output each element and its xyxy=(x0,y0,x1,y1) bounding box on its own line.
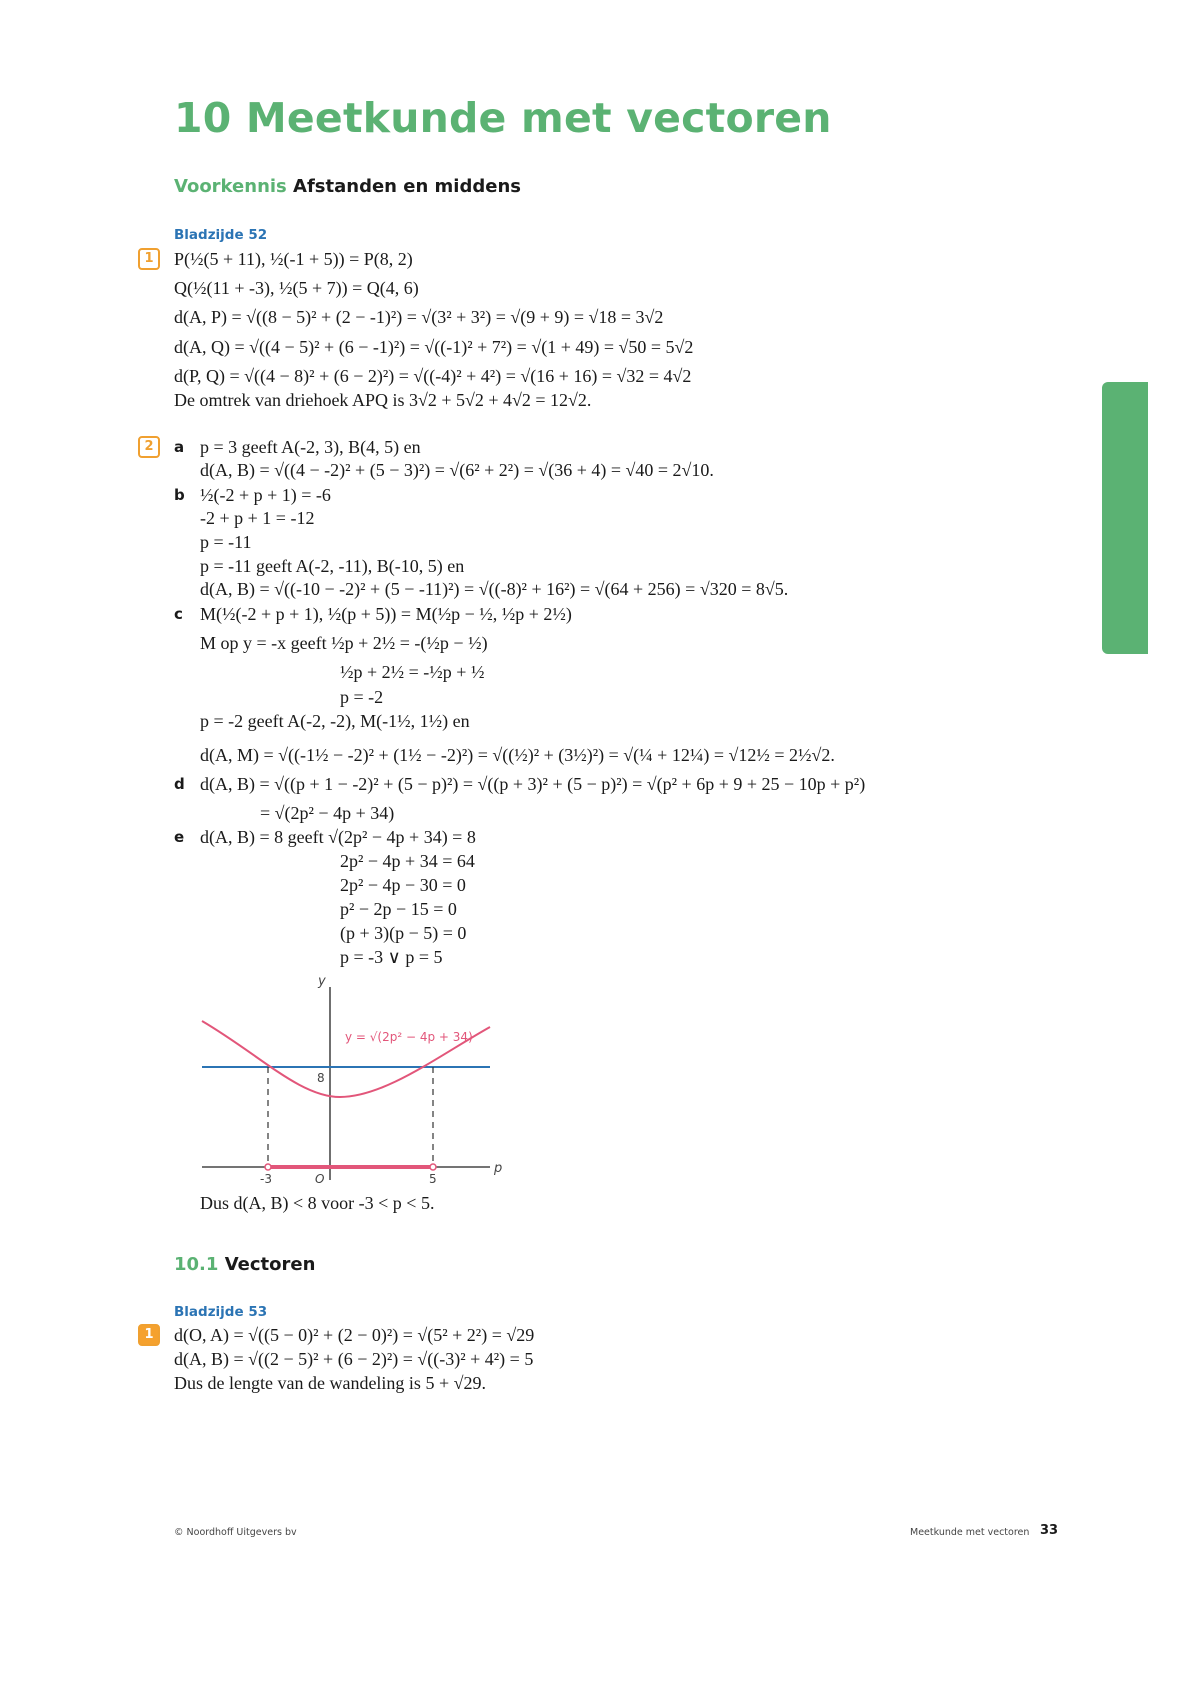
ex1-line: d(A, P) = √((8 − 5)² + (2 − -1)²) = √(3² + 3²) = √(9 + 9) = √18 = 3√2 xyxy=(174,307,664,327)
exercise-2-badge: 2 xyxy=(138,436,160,458)
page-reference-52: Bladzijde 52 xyxy=(174,227,268,243)
ex1-line: Q(½(11 + -3), ½(5 + 7)) = Q(4, 6) xyxy=(174,278,419,298)
ex2e-line: p² − 2p − 15 = 0 xyxy=(340,899,457,919)
ex3-line: Dus de lengte van de wandeling is 5 + √29. xyxy=(174,1373,486,1393)
tick-label-left: -3 xyxy=(260,1172,272,1186)
ex3-line: d(A, B) = √((2 − 5)² + (6 − 2)²) = √((-3)² + 4²) = 5 xyxy=(174,1349,534,1369)
part-d-letter: d xyxy=(174,775,185,793)
function-graph xyxy=(190,975,510,1190)
ex2c-line: p = -2 xyxy=(340,687,384,707)
ex2b-line: -2 + p + 1 = -12 xyxy=(200,508,315,528)
ex2c-line: M(½(-2 + p + 1), ½(p + 5)) = M(½p − ½, ½p + 2½) xyxy=(200,604,572,624)
prior-knowledge-title: Afstanden en middens xyxy=(293,176,521,197)
ex2a-line: p = 3 geeft A(-2, 3), B(4, 5) en xyxy=(200,437,421,457)
exercise-1-badge: 1 xyxy=(138,248,160,270)
y-axis-label: y xyxy=(318,975,326,989)
exercise-1-section-badge: 1 xyxy=(138,1324,160,1346)
ex1-line: d(P, Q) = √((4 − 8)² + (6 − 2)²) = √((-4)² + 4²) = √(16 + 16) = √32 = 4√2 xyxy=(174,366,692,386)
ex2e-line: p = -3 ∨ p = 5 xyxy=(340,947,443,967)
curve-label: y = √(2p² − 4p + 34) xyxy=(345,1030,473,1044)
footer-publisher: © Noordhoff Uitgevers bv xyxy=(174,1527,297,1538)
ex2-conclusion: Dus d(A, B) < 8 voor -3 < p < 5. xyxy=(200,1193,435,1213)
ex2c-line: d(A, M) = √((-1½ − -2)² + (1½ − -2)²) = √((½)² + (3½)²) = √(¼ + 12¼) = √12½ = 2½√2. xyxy=(200,745,835,765)
part-a-letter: a xyxy=(174,438,185,456)
p-axis-label: p xyxy=(494,1161,503,1176)
tick-label-origin: O xyxy=(315,1172,325,1186)
ex2c-line: p = -2 geeft A(-2, -2), M(-1½, 1½) en xyxy=(200,711,470,731)
chapter-side-tab xyxy=(1102,382,1148,654)
ex2e-line: 2p² − 4p − 30 = 0 xyxy=(340,875,466,895)
ex2b-line: d(A, B) = √((-10 − -2)² + (5 − -11)²) = √((-8)² + 16²) = √(64 + 256) = √320 = 8√5. xyxy=(200,579,789,599)
prior-knowledge-label: Voorkennis xyxy=(174,176,287,197)
chapter-title: 10 Meetkunde met vectoren xyxy=(174,94,832,142)
ex2d-line: d(A, B) = √((p + 1 − -2)² + (5 − p)²) = √((p + 3)² + (5 − p)²) = √(p² + 6p + 9 + 25 − 10p + p²) xyxy=(200,774,866,794)
page-number: 33 xyxy=(1040,1523,1059,1538)
prior-knowledge-heading xyxy=(174,176,521,197)
part-c-letter: c xyxy=(174,605,183,623)
line-label-8: 8 xyxy=(317,1071,325,1085)
section-number: 10.1 xyxy=(174,1254,219,1275)
ex2b-line: p = -11 xyxy=(200,532,252,552)
ex3-line: d(O, A) = √((5 − 0)² + (2 − 0)²) = √(5² + 2²) = √29 xyxy=(174,1325,535,1345)
ex2d-line: = √(2p² − 4p + 34) xyxy=(260,803,395,823)
part-b-letter: b xyxy=(174,486,185,504)
section-title: Vectoren xyxy=(224,1254,316,1275)
ex2e-line: 2p² − 4p + 34 = 64 xyxy=(340,851,475,871)
ex2c-line: ½p + 2½ = -½p + ½ xyxy=(340,662,485,682)
ex2a-line: d(A, B) = √((4 − -2)² + (5 − 3)²) = √(6² + 2²) = √(36 + 4) = √40 = 2√10. xyxy=(200,460,714,480)
ex2b-line: ½(-2 + p + 1) = -6 xyxy=(200,485,331,505)
ex2c-line: M op y = -x geeft ½p + 2½ = -(½p − ½) xyxy=(200,633,488,653)
footer-chapter: Meetkunde met vectoren xyxy=(910,1527,1030,1538)
section-heading xyxy=(174,1254,315,1275)
open-endpoint-right xyxy=(430,1164,436,1170)
page-reference-53: Bladzijde 53 xyxy=(174,1304,268,1320)
ex1-line: De omtrek van driehoek APQ is 3√2 + 5√2 + 4√2 = 12√2. xyxy=(174,390,592,410)
ex2e-line: (p + 3)(p − 5) = 0 xyxy=(340,923,467,943)
ex2e-line: d(A, B) = 8 geeft √(2p² − 4p + 34) = 8 xyxy=(200,827,476,847)
ex1-line: P(½(5 + 11), ½(-1 + 5)) = P(8, 2) xyxy=(174,249,413,269)
open-endpoint-left xyxy=(265,1164,271,1170)
ex1-line: d(A, Q) = √((4 − 5)² + (6 − -1)²) = √((-1)² + 7²) = √(1 + 49) = √50 = 5√2 xyxy=(174,337,694,357)
part-e-letter: e xyxy=(174,828,185,846)
ex2b-line: p = -11 geeft A(-2, -11), B(-10, 5) en xyxy=(200,556,465,576)
tick-label-right: 5 xyxy=(429,1172,437,1186)
